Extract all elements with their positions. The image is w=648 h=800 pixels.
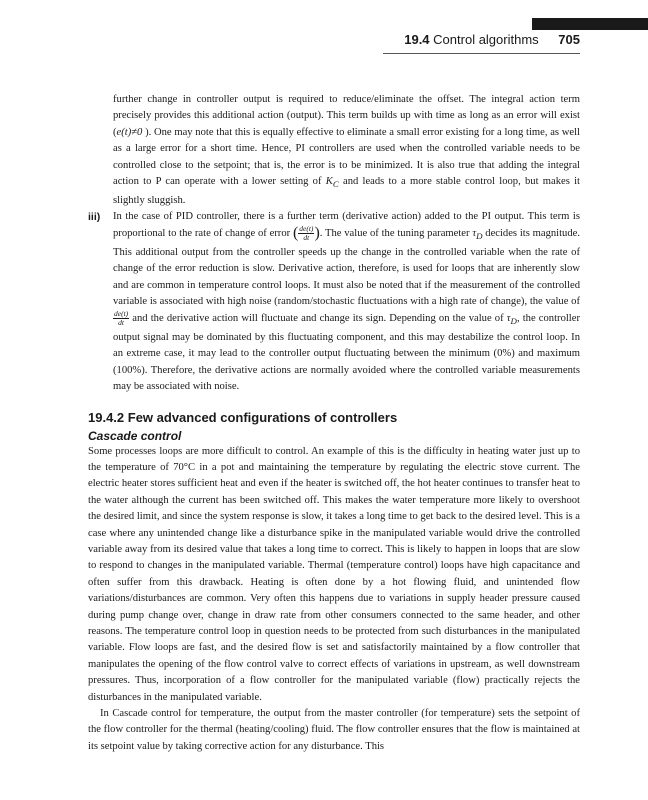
text-span: and the derivative action will fluctuate and change its sign. Depending on the value of — [129, 313, 507, 325]
running-head — [0, 32, 580, 51]
fraction-denominator: dt — [303, 233, 310, 243]
text-span: decides its magnitude. This additional output from the controller speeds up the change in the controlled variable when the rate of change of the error reduction is slow. Derivative action, therefore, is used for loops that are inherently slow and are common in temperature control loops. It must also be noted that if the measurement of the controlled variable is associated with high noise (random/stochastic fluctuations with a high rate of change), the value of — [113, 228, 580, 308]
math-tau-d — [506, 313, 517, 327]
section-number: 19.4 — [404, 32, 430, 47]
text-span: . The value of the tuning parameter — [319, 228, 473, 240]
fraction-de-dt — [298, 225, 314, 242]
fraction-denominator: dt — [118, 318, 124, 328]
section-heading: 19.4.2 Few advanced configurations of controllers — [88, 409, 398, 425]
paren-open: ( — [292, 224, 299, 242]
math-tau: τ — [506, 313, 511, 325]
paragraph: Some processes loops are more difficult to control. An example of this is the difficulty in heating water just up to the temperature of 70°C in a pot and maintaining the temperature by regulating the electric stove current. The electric heater stores sufficient heat and even if the heater is switched off, the hot heater continues to transfer heat to the water although the current has been switched off. This makes the water temperature more likely to overshoot the desired limit, and since the system response is slow, it takes a long time to get back to the desired level. This is a case where any unintended change like a disturbance spike in the manipulated variable would drive the controlled variable away from its desired value that takes a long time to correct. This is likely to happen in loops that are slow to respond to changes in the manipulated variable. Thermal (temperature control) loops have high capacitance and often suffer from this drawback. Heating is often done by a hot flowing fluid, and unintended flow variations/disturbances are common. Very often this happens due to variations in supply header pressure caused during pump change over, change in draw rate from other consumers connected to the same header, and other reasons. The temperature control loop in question needs to be protected from such disturbances in the manipulated variable. Flow loops are fast, and the desired flow is set and satisfactorily maintained by a flow controller that manipulates the opening of the flow control valve to correct effects of variations in upstream, as well downstream pressures. Thus, incorporation of a flow controller for the manipulated variable (flow) practically rejects the disturbances in the manipulated variable. — [88, 445, 580, 703]
fraction-numerator: de(t) — [299, 224, 314, 234]
header-rule — [383, 53, 580, 54]
fraction-numerator: de(t) — [114, 309, 129, 319]
math-tau-sub: D — [510, 316, 517, 327]
text-span: further change in controller output is required to reduce/eliminate the offset. The integral action term precisely provides this additional action (output). This term builds up with time as long as an error will exist ( — [113, 94, 580, 138]
item-iii-text — [113, 209, 580, 396]
text-span: , the controller output signal may be dominated by this fluctuating component, and this may destabilize the control loop. In an extreme case, it may lead to the controller output fluctuating between the minimum (0%) and maximum (100%). Therefore, the derivative actions are normally avoided where the controlled variable measurements may be associated with noise. — [113, 313, 580, 393]
paren-close: ) — [314, 224, 320, 242]
math-k: K — [325, 176, 333, 188]
item-label: iii) — [88, 210, 101, 223]
item-ii-continuation — [113, 92, 580, 209]
math-k-sub: C — [332, 179, 339, 190]
section-title: Control algorithms — [433, 32, 539, 47]
math-kc — [325, 176, 339, 190]
list-continuation — [88, 92, 580, 396]
header-bar — [532, 18, 648, 30]
text-span: ). One may note that this is equally effective to eliminate a small error existing for a long time, as well as a large error for a short time. Hence, PI controllers are used when the controlled variable needs to be controlled close to the setpoint; that is, the error is to be minimized. It is also true that adding the integral action to P can operate with a lower setting of — [113, 126, 580, 188]
list-item-iii — [88, 209, 580, 396]
math-tau-d — [472, 228, 483, 242]
fraction-de-dt — [113, 310, 129, 327]
section-body — [88, 444, 580, 756]
paragraph: In Cascade control for temperature, the output from the master controller (for temperature) sets the setpoint of the flow controller for the thermal (heating/cooling) fluid. The flow controller ensures that the flow is maintained at its setpoint value by taking corrective action for any disturbance. This — [88, 708, 580, 752]
text-span: and leads to a more stable control loop, but makes it slightly sluggish. — [113, 176, 580, 206]
text-span: In the case of PID controller, there is a further term (derivative action) added to the PI output. This term is proportional to the rate of change of error — [113, 210, 580, 240]
subsection-heading: Cascade control — [88, 428, 182, 443]
math-tau-sub: D — [476, 231, 483, 242]
math-error-nonzero: e(t)≠0 — [116, 126, 143, 138]
page-body — [88, 92, 580, 755]
math-tau: τ — [472, 228, 477, 240]
page-number: 705 — [558, 32, 580, 47]
